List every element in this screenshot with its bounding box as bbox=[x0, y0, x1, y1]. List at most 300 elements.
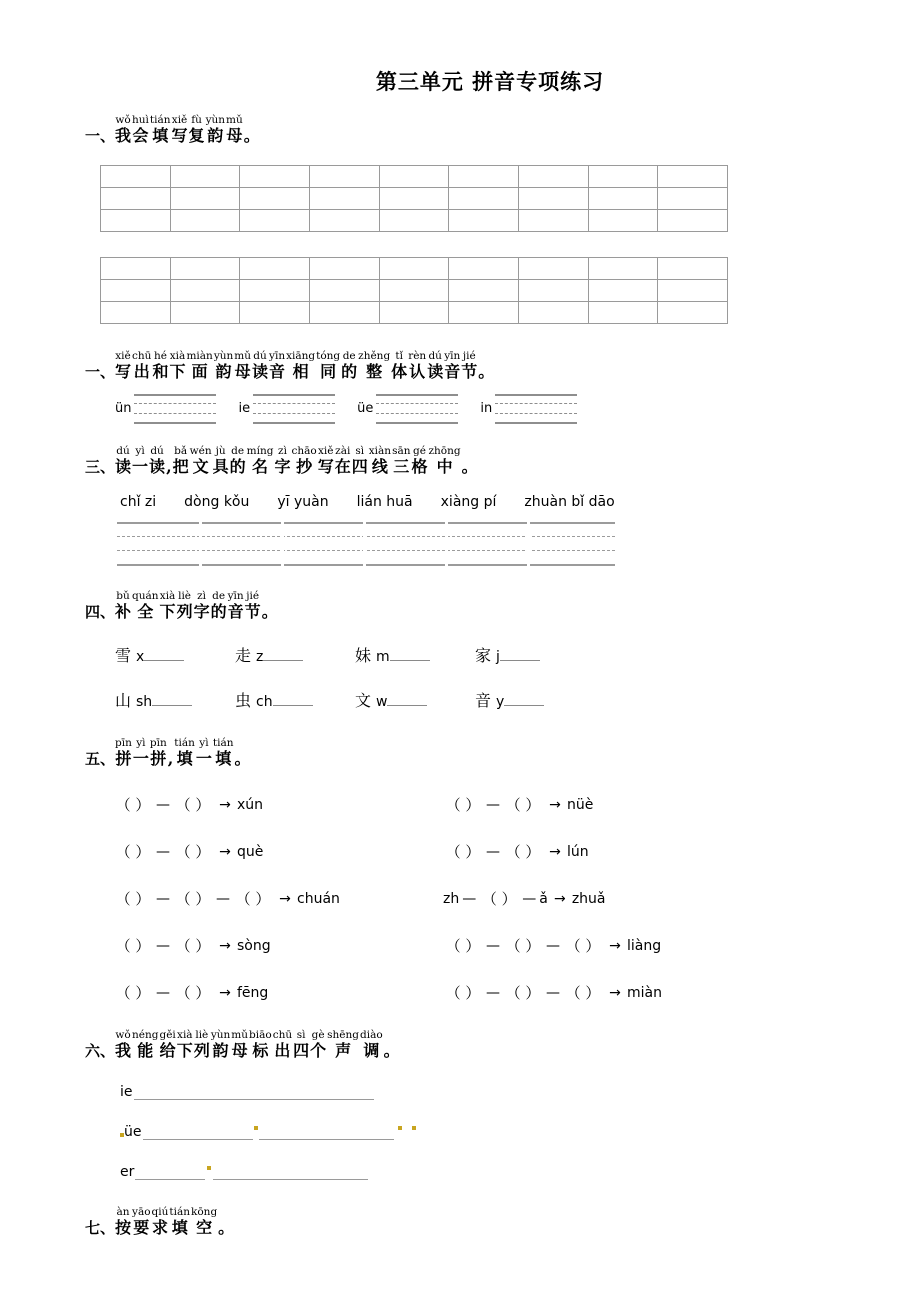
dash-glyph: — bbox=[216, 890, 230, 907]
grid-cell[interactable] bbox=[658, 210, 728, 232]
tone-final-label: ie bbox=[120, 1084, 133, 1100]
word-item: zhuàn bǐ dāo bbox=[524, 494, 615, 510]
ruby-pair: yīn 音 bbox=[444, 350, 461, 381]
ruby-pair: xiāng 相 bbox=[286, 350, 316, 381]
grid-cell[interactable] bbox=[658, 280, 728, 302]
four-line-guide[interactable] bbox=[495, 393, 577, 423]
grid-cell[interactable] bbox=[588, 210, 658, 232]
table-row[interactable] bbox=[101, 280, 728, 302]
fill-initial: j bbox=[496, 649, 500, 665]
dash-glyph: — bbox=[156, 890, 170, 907]
dash-glyph: — bbox=[156, 796, 170, 813]
given-final: ǎ bbox=[539, 890, 548, 907]
answer-paren[interactable]: （ ） bbox=[115, 890, 151, 908]
ruby-pair: xiàn 线 bbox=[368, 445, 392, 476]
grid-cell[interactable] bbox=[170, 258, 240, 280]
arrow-icon: → bbox=[549, 796, 561, 813]
speck-artifact bbox=[398, 1126, 402, 1130]
ruby-pair: qiú 求 bbox=[151, 1206, 169, 1237]
four-line-guide[interactable] bbox=[376, 393, 458, 423]
fill-hanzi: 走 bbox=[235, 646, 252, 665]
speck-artifact bbox=[254, 1126, 258, 1130]
fill-blank[interactable] bbox=[152, 692, 192, 706]
fill-hanzi: 音 bbox=[475, 691, 492, 710]
word-item: yī yuàn bbox=[277, 494, 329, 510]
section-four-number: 四、 bbox=[85, 603, 116, 621]
ruby-pair: bǎ 把 bbox=[172, 445, 189, 476]
ruby-pair: zhěng 整 bbox=[358, 350, 391, 381]
ruby-pair: tóng 同 bbox=[316, 350, 341, 381]
fill-hanzi: 山 bbox=[115, 691, 132, 710]
ruby-pair: yīn 音 bbox=[227, 590, 244, 621]
ruby-pair: hé 和 bbox=[152, 350, 169, 381]
ruby-pair: 。 bbox=[243, 126, 260, 145]
word-item: xiàng pí bbox=[440, 494, 497, 510]
ruby-pair: dú 读 bbox=[252, 350, 269, 381]
section-one-ruby-line bbox=[115, 114, 261, 145]
vowel-entry-un bbox=[115, 393, 216, 423]
section-four-row-2 bbox=[85, 688, 850, 711]
four-line-guide[interactable] bbox=[134, 393, 216, 423]
answer-paren[interactable]: （ ） bbox=[115, 937, 151, 955]
spell-right bbox=[443, 982, 662, 1003]
grid-cell[interactable] bbox=[379, 166, 449, 188]
tone-answer-line[interactable] bbox=[135, 1165, 205, 1180]
section-seven-number: 七、 bbox=[85, 1219, 116, 1237]
grid-cell[interactable] bbox=[240, 188, 310, 210]
grid-cell[interactable] bbox=[449, 188, 519, 210]
table-row[interactable] bbox=[101, 166, 728, 188]
fill-blank[interactable] bbox=[504, 692, 544, 706]
spell-result: fēng bbox=[237, 984, 269, 1001]
answer-paren[interactable]: （ ） bbox=[445, 984, 481, 1002]
ruby-pair: dú 读 bbox=[149, 445, 166, 476]
dash-glyph: — bbox=[156, 937, 170, 954]
spell-row bbox=[85, 888, 850, 909]
ruby-pair: néng 能 bbox=[132, 1029, 159, 1060]
word-item: dòng kǒu bbox=[184, 494, 250, 510]
spell-row bbox=[85, 794, 850, 815]
fill-hanzi: 妹 bbox=[355, 646, 372, 665]
spell-left bbox=[113, 794, 443, 815]
ruby-pair: zì 字 bbox=[193, 590, 210, 621]
ruby-pair: tián 填 bbox=[212, 737, 234, 768]
grid-cell[interactable] bbox=[518, 210, 588, 232]
ruby-pair: gěi 给 bbox=[159, 1029, 176, 1060]
grid-cell[interactable] bbox=[170, 210, 240, 232]
answer-paren[interactable]: （ ） bbox=[175, 937, 211, 955]
table-row[interactable] bbox=[101, 258, 728, 280]
ruby-pair: zhōng 中 bbox=[428, 445, 461, 476]
answer-paren[interactable]: （ ） bbox=[505, 843, 541, 861]
section-one-heading bbox=[85, 114, 850, 145]
spell-row bbox=[85, 935, 850, 956]
dash-glyph: — bbox=[486, 796, 500, 813]
grid-cell[interactable] bbox=[101, 210, 171, 232]
word-item: chǐ zi bbox=[120, 494, 157, 510]
table-row[interactable] bbox=[101, 302, 728, 324]
fill-item[interactable] bbox=[475, 688, 595, 711]
dash-glyph: — bbox=[546, 937, 560, 954]
ruby-pair: zài 在 bbox=[334, 445, 351, 476]
ruby-pair: biāo 标 bbox=[249, 1029, 272, 1060]
arrow-icon: → bbox=[279, 890, 291, 907]
dash-glyph: — bbox=[486, 984, 500, 1001]
ruby-pair: pīn 拼 bbox=[115, 737, 132, 768]
grid-cell[interactable] bbox=[379, 188, 449, 210]
fill-hanzi: 虫 bbox=[235, 691, 252, 710]
answer-paren[interactable]: （ ） bbox=[565, 937, 601, 955]
answer-paren[interactable]: （ ） bbox=[115, 984, 151, 1002]
vowel-label: üe bbox=[357, 400, 374, 416]
grid-cell[interactable] bbox=[449, 302, 519, 324]
grid-cell[interactable] bbox=[170, 302, 240, 324]
section-two-number: 一、 bbox=[85, 363, 116, 381]
section-one-number: 一、 bbox=[85, 127, 116, 145]
spell-result: liàng bbox=[627, 937, 662, 954]
section-six bbox=[70, 1029, 850, 1180]
ruby-pair: yāo 要 bbox=[132, 1206, 151, 1237]
section-three-number: 三、 bbox=[85, 458, 116, 476]
ruby-pair: tián 填 bbox=[169, 1206, 190, 1237]
ruby-pair: chāo 抄 bbox=[291, 445, 317, 476]
arrow-icon: → bbox=[219, 937, 231, 954]
grid-cell[interactable] bbox=[588, 302, 658, 324]
ruby-pair: yùn 韵 bbox=[205, 114, 226, 145]
answer-paren[interactable]: （ ） bbox=[175, 984, 211, 1002]
grid-cell[interactable] bbox=[518, 280, 588, 302]
answer-grid-body-2 bbox=[101, 258, 728, 324]
section-one bbox=[70, 114, 850, 324]
word-item: lián huā bbox=[356, 494, 413, 510]
spell-left bbox=[113, 935, 443, 956]
grid-cell[interactable] bbox=[449, 210, 519, 232]
grid-cell[interactable] bbox=[170, 166, 240, 188]
grid-cell[interactable] bbox=[449, 280, 519, 302]
ruby-pair: yì 一 bbox=[195, 737, 212, 768]
section-two-ruby-line bbox=[115, 350, 495, 381]
tone-row-ie bbox=[85, 1084, 850, 1100]
four-line-guide[interactable] bbox=[253, 393, 335, 423]
ruby-pair: 。 bbox=[234, 749, 251, 768]
grid-cell[interactable] bbox=[240, 258, 310, 280]
ruby-pair: yùn 韵 bbox=[210, 1029, 231, 1060]
grid-cell[interactable] bbox=[588, 188, 658, 210]
ruby-pair: 。 bbox=[261, 602, 278, 621]
fill-item[interactable] bbox=[115, 688, 235, 711]
grid-cell[interactable] bbox=[309, 188, 379, 210]
grid-cell[interactable] bbox=[658, 188, 728, 210]
grid-cell[interactable] bbox=[309, 280, 379, 302]
spell-result: lún bbox=[567, 843, 589, 860]
ruby-pair: wǒ 我 bbox=[115, 114, 132, 145]
section-five-number: 五、 bbox=[85, 750, 116, 768]
ruby-pair: quán 全 bbox=[132, 590, 159, 621]
dash-glyph: — bbox=[156, 843, 170, 860]
dash-glyph: — bbox=[462, 890, 477, 907]
spell-row bbox=[85, 841, 850, 862]
answer-paren[interactable]: （ ） bbox=[115, 843, 151, 861]
spell-result: xún bbox=[237, 796, 264, 813]
speck-artifact bbox=[207, 1166, 211, 1170]
arrow-icon: → bbox=[609, 984, 621, 1001]
grid-cell[interactable] bbox=[518, 188, 588, 210]
spell-result: zhuǎ bbox=[571, 890, 606, 907]
ruby-pair: chū 出 bbox=[272, 1029, 293, 1060]
ruby-pair: huì 会 bbox=[132, 114, 149, 145]
section-five bbox=[70, 737, 850, 1003]
four-line-three-space-grid[interactable] bbox=[117, 522, 615, 566]
answer-paren[interactable]: （ ） bbox=[445, 937, 481, 955]
ruby-pair: dú 读 bbox=[427, 350, 444, 381]
dash-glyph: — bbox=[546, 984, 560, 1001]
ruby-pair: de 的 bbox=[210, 590, 227, 621]
section-four-ruby-line bbox=[115, 590, 279, 621]
fill-blank[interactable] bbox=[387, 692, 427, 706]
ruby-pair: gé 格 bbox=[411, 445, 428, 476]
fill-blank[interactable] bbox=[500, 647, 540, 661]
ruby-pair: mǔ 母 bbox=[234, 350, 252, 381]
fill-item[interactable] bbox=[235, 643, 355, 666]
grid-cell[interactable] bbox=[658, 258, 728, 280]
fill-item[interactable] bbox=[355, 688, 475, 711]
spell-right bbox=[443, 935, 661, 956]
tone-row-er bbox=[85, 1164, 850, 1180]
vowel-entry-ie bbox=[238, 393, 335, 423]
grid-cell[interactable] bbox=[309, 302, 379, 324]
answer-paren[interactable]: （ ） bbox=[445, 843, 481, 861]
table-row[interactable] bbox=[101, 188, 728, 210]
ruby-pair: diào 调 bbox=[360, 1029, 383, 1060]
spell-result: sòng bbox=[237, 937, 271, 954]
fill-item[interactable] bbox=[475, 643, 595, 666]
arrow-icon: → bbox=[219, 843, 231, 860]
section-four-row-1 bbox=[85, 643, 850, 666]
tone-answer-line[interactable] bbox=[259, 1125, 394, 1140]
answer-paren[interactable]: （ ） bbox=[175, 843, 211, 861]
grid-cell[interactable] bbox=[449, 258, 519, 280]
section-five-ruby-line bbox=[115, 737, 252, 768]
section-two-vowel-row bbox=[85, 393, 850, 423]
fill-blank[interactable] bbox=[263, 647, 303, 661]
fill-initial: x bbox=[136, 649, 145, 665]
ruby-pair: tián 填 bbox=[174, 737, 195, 768]
ruby-pair: àn 按 bbox=[115, 1206, 132, 1237]
ruby-pair: liè 列 bbox=[176, 590, 193, 621]
fill-initial: sh bbox=[136, 694, 153, 710]
ruby-pair: gè 个 bbox=[310, 1029, 327, 1060]
section-five-heading bbox=[85, 737, 850, 768]
section-two bbox=[70, 350, 850, 423]
table-row[interactable] bbox=[101, 210, 728, 232]
spell-row bbox=[85, 982, 850, 1003]
grid-cell[interactable] bbox=[240, 302, 310, 324]
answer-paren[interactable]: （ ） bbox=[175, 890, 211, 908]
grid-cell[interactable] bbox=[101, 280, 171, 302]
ruby-pair: 。 bbox=[478, 362, 495, 381]
grid-cell[interactable] bbox=[518, 258, 588, 280]
answer-paren[interactable]: （ ） bbox=[235, 890, 271, 908]
tone-row-ue bbox=[85, 1124, 850, 1140]
fill-initial: ch bbox=[256, 694, 273, 710]
grid-cell[interactable] bbox=[379, 210, 449, 232]
spell-right bbox=[443, 888, 606, 909]
section-three bbox=[70, 445, 850, 566]
ruby-pair: jù 具 bbox=[212, 445, 229, 476]
vowel-entry-in bbox=[480, 393, 577, 423]
arrow-icon: → bbox=[219, 796, 231, 813]
grid-cell[interactable] bbox=[309, 210, 379, 232]
ruby-pair: 。 bbox=[218, 1218, 235, 1237]
ruby-pair: miàn 面 bbox=[186, 350, 213, 381]
dash-glyph: — bbox=[486, 843, 500, 860]
grid-cell[interactable] bbox=[309, 166, 379, 188]
grid-cell[interactable] bbox=[588, 258, 658, 280]
answer-grid-table-1[interactable] bbox=[100, 165, 728, 232]
grid-cell[interactable] bbox=[379, 302, 449, 324]
grid-cell[interactable] bbox=[101, 302, 171, 324]
ruby-pair: bǔ 补 bbox=[115, 590, 132, 621]
ruby-pair: mǔ 母 bbox=[226, 114, 243, 145]
answer-grid-body-1 bbox=[101, 166, 728, 232]
grid-cell[interactable] bbox=[101, 166, 171, 188]
spell-left bbox=[113, 888, 443, 909]
tone-answer-line[interactable] bbox=[213, 1165, 368, 1180]
grid-cell[interactable] bbox=[658, 166, 728, 188]
grid-cell[interactable] bbox=[379, 258, 449, 280]
fill-initial: w bbox=[376, 694, 388, 710]
dash-glyph: — bbox=[156, 984, 170, 1001]
spell-right bbox=[443, 841, 589, 862]
spell-result: chuán bbox=[297, 890, 340, 907]
speck-artifact bbox=[412, 1126, 416, 1130]
arrow-icon: → bbox=[609, 937, 621, 954]
answer-paren[interactable]: （ ） bbox=[481, 890, 517, 908]
grid-cell[interactable] bbox=[588, 166, 658, 188]
ruby-pair: dú 读 bbox=[115, 445, 132, 476]
arrow-icon: → bbox=[219, 984, 231, 1001]
ruby-pair: liè 列 bbox=[193, 1029, 210, 1060]
ruby-pair: chū 出 bbox=[132, 350, 152, 381]
answer-paren[interactable]: （ ） bbox=[175, 796, 211, 814]
ruby-pair: tián 填 bbox=[149, 114, 171, 145]
answer-paren[interactable]: （ ） bbox=[115, 796, 151, 814]
answer-paren[interactable]: （ ） bbox=[505, 984, 541, 1002]
fill-item[interactable] bbox=[115, 643, 235, 666]
page-title: 第三单元 拼音专项练习 bbox=[375, 70, 605, 94]
grid-cell[interactable] bbox=[101, 188, 171, 210]
answer-grid-table-2[interactable] bbox=[100, 257, 728, 324]
ruby-pair: yùn 韵 bbox=[213, 350, 234, 381]
section-four bbox=[70, 590, 850, 711]
section-seven bbox=[70, 1206, 850, 1237]
ruby-pair: míng 名 bbox=[246, 445, 274, 476]
ruby-pair: , bbox=[166, 457, 172, 476]
ruby-pair: , bbox=[167, 749, 174, 768]
section-four-heading bbox=[85, 590, 850, 621]
ruby-pair: de 的 bbox=[341, 350, 358, 381]
section-seven-ruby-line bbox=[115, 1206, 235, 1237]
grid-cell[interactable] bbox=[170, 188, 240, 210]
fill-item[interactable] bbox=[235, 688, 355, 711]
fill-item[interactable] bbox=[355, 643, 475, 666]
grid-cell[interactable] bbox=[240, 280, 310, 302]
section-three-heading bbox=[85, 445, 850, 476]
ruby-pair: yīn 音 bbox=[269, 350, 286, 381]
vowel-label: in bbox=[480, 400, 493, 416]
ruby-pair: sì 四 bbox=[293, 1029, 310, 1060]
fill-hanzi: 雪 bbox=[115, 646, 132, 665]
grid-cell[interactable] bbox=[449, 166, 519, 188]
vowel-label: ün bbox=[115, 400, 132, 416]
grid-cell[interactable] bbox=[101, 258, 171, 280]
tone-answer-line[interactable] bbox=[134, 1085, 374, 1100]
ruby-pair: sān 三 bbox=[392, 445, 411, 476]
grid-cell[interactable] bbox=[658, 302, 728, 324]
arrow-icon: → bbox=[549, 843, 561, 860]
ruby-pair: de 的 bbox=[229, 445, 246, 476]
ruby-pair: tǐ 体 bbox=[391, 350, 408, 381]
ruby-pair: xià 下 bbox=[159, 590, 176, 621]
grid-cell[interactable] bbox=[309, 258, 379, 280]
fill-hanzi: 文 bbox=[355, 691, 372, 710]
section-two-heading bbox=[85, 350, 850, 381]
tone-final-label: üe bbox=[124, 1124, 142, 1140]
ruby-pair: fù 复 bbox=[188, 114, 205, 145]
ruby-pair: yì 一 bbox=[132, 445, 149, 476]
answer-paren[interactable]: （ ） bbox=[505, 796, 541, 814]
ruby-pair: xià 下 bbox=[169, 350, 186, 381]
ruby-pair: xià 下 bbox=[176, 1029, 193, 1060]
fill-blank[interactable] bbox=[273, 692, 313, 706]
answer-paren[interactable]: （ ） bbox=[445, 796, 481, 814]
grid-cell[interactable] bbox=[240, 210, 310, 232]
section-three-ruby-line bbox=[115, 445, 479, 476]
section-six-number: 六、 bbox=[85, 1042, 116, 1060]
grid-cell[interactable] bbox=[518, 166, 588, 188]
grid-cell[interactable] bbox=[170, 280, 240, 302]
fill-blank[interactable] bbox=[390, 647, 430, 661]
grid-cell[interactable] bbox=[518, 302, 588, 324]
fill-blank[interactable] bbox=[144, 647, 184, 661]
spell-result: què bbox=[237, 843, 264, 860]
vowel-entry-ue bbox=[357, 393, 458, 423]
section-three-word-list bbox=[85, 494, 850, 510]
ruby-pair: pīn 拼 bbox=[149, 737, 167, 768]
grid-cell[interactable] bbox=[240, 166, 310, 188]
section-seven-heading bbox=[85, 1206, 850, 1237]
grid-cell[interactable] bbox=[588, 280, 658, 302]
answer-paren[interactable]: （ ） bbox=[505, 937, 541, 955]
ruby-pair: shēng 声 bbox=[327, 1029, 359, 1060]
spell-left bbox=[113, 982, 443, 1003]
ruby-pair: zì 字 bbox=[274, 445, 291, 476]
ruby-pair: wǒ 我 bbox=[115, 1029, 132, 1060]
spell-left bbox=[113, 841, 443, 862]
ruby-pair: 。 bbox=[383, 1041, 400, 1060]
section-six-heading bbox=[85, 1029, 850, 1060]
answer-paren[interactable]: （ ） bbox=[565, 984, 601, 1002]
fill-initial: z bbox=[256, 649, 264, 665]
ruby-pair: kōng 空 bbox=[191, 1206, 218, 1237]
ruby-pair: wén 文 bbox=[189, 445, 212, 476]
grid-cell[interactable] bbox=[379, 280, 449, 302]
spell-right bbox=[443, 794, 593, 815]
tone-answer-line[interactable] bbox=[143, 1125, 253, 1140]
arrow-icon: → bbox=[553, 890, 566, 907]
ruby-pair: mǔ 母 bbox=[231, 1029, 249, 1060]
fill-initial: y bbox=[496, 694, 505, 710]
